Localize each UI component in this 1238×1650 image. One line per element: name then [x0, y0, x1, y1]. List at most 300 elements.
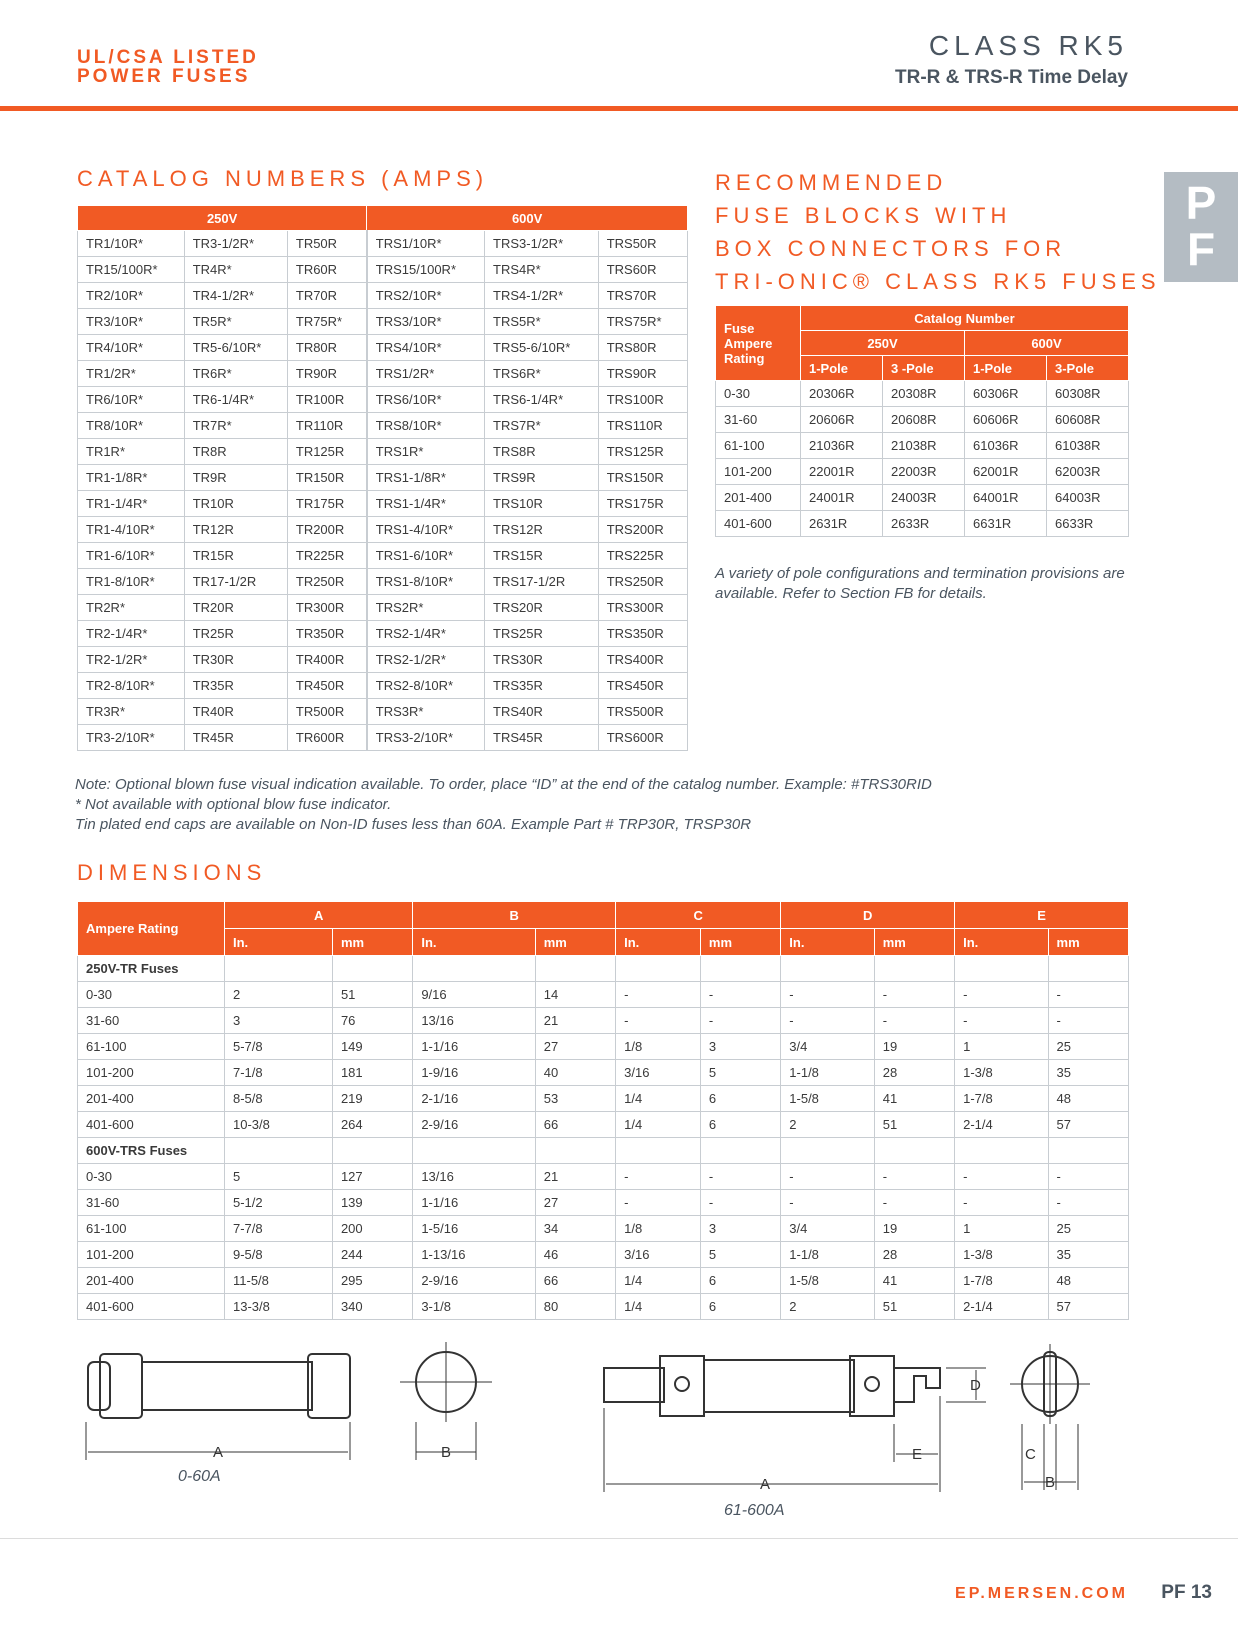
dim-group-empty-cell [535, 1138, 615, 1164]
dim-cell: 1-3/8 [955, 1060, 1048, 1086]
catalog-cell: TR4R* [184, 257, 287, 283]
dim-cell: 3/16 [616, 1242, 701, 1268]
note-line-2: * Not available with optional blow fuse indicator. [75, 796, 392, 813]
dim-cell: 2 [225, 982, 333, 1008]
dimensions-table [77, 901, 1129, 1320]
catalog-cell: TRS8R [485, 439, 599, 465]
catalog-row [78, 725, 688, 751]
blocks-title-line3: BOX CONNECTORS FOR [715, 236, 1067, 261]
dim-group-empty-cell [700, 956, 780, 982]
dim-cell: 21 [535, 1008, 615, 1034]
dim-cell: 6 [700, 1086, 780, 1112]
catalog-cell: TR1-1/8R* [78, 465, 185, 491]
dim-cell: 35 [1048, 1060, 1128, 1086]
dim-cell: - [616, 982, 701, 1008]
catalog-cell: TRS3-1/2R* [485, 231, 599, 257]
dim-cell: 1-1/8 [781, 1242, 874, 1268]
blocks-row [716, 511, 1129, 537]
catalog-cell: TRS3/10R* [367, 309, 485, 335]
catalog-cell: TRS3-2/10R* [367, 725, 485, 751]
dim-cell: 48 [1048, 1268, 1128, 1294]
catalog-cell: TR4-1/2R* [184, 283, 287, 309]
dim-cell: - [781, 1190, 874, 1216]
blocks-title-line2: FUSE BLOCKS WITH [715, 203, 1012, 228]
catalog-cell: TRS1/10R* [367, 231, 485, 257]
dim-label-a-small: A [213, 1444, 224, 1461]
catalog-cell: TRS60R [598, 257, 687, 283]
catalog-row [78, 231, 688, 257]
catalog-cell: TR5-6/10R* [184, 335, 287, 361]
catalog-cell: TR2R* [78, 595, 185, 621]
dim-header-e-mm: mm [1048, 929, 1128, 956]
dim-cell: - [1048, 1164, 1128, 1190]
dim-cell: 2-9/16 [413, 1112, 535, 1138]
dim-cell: - [781, 982, 874, 1008]
catalog-cell: TRS9R [485, 465, 599, 491]
catalog-cell: TR5R* [184, 309, 287, 335]
section-tab-line2: F [1186, 223, 1216, 275]
dim-cell: 244 [332, 1242, 412, 1268]
blocks-cell: 31-60 [716, 407, 801, 433]
dim-group-empty-cell [413, 1138, 535, 1164]
blocks-header-3pole-600: 3-Pole [1047, 356, 1129, 381]
section-tab [1164, 172, 1238, 282]
page-subtitle: TR-R & TRS-R Time Delay [895, 67, 1128, 88]
catalog-cell: TRS80R [598, 335, 687, 361]
dim-cell: 1-13/16 [413, 1242, 535, 1268]
catalog-cell: TRS70R [598, 283, 687, 309]
dim-cell: - [955, 1190, 1048, 1216]
dim-group-empty-cell [955, 956, 1048, 982]
catalog-cell: TRS17-1/2R [485, 569, 599, 595]
dim-cell: 61-100 [78, 1216, 225, 1242]
dim-cell: - [700, 982, 780, 1008]
page-number: PF 13 [1161, 1582, 1212, 1603]
dim-header-e: E [955, 902, 1129, 929]
blocks-cell: 24003R [883, 485, 965, 511]
blocks-row [716, 459, 1129, 485]
catalog-row [78, 465, 688, 491]
dim-group-empty-cell [781, 956, 874, 982]
catalog-cell: TR6/10R* [78, 387, 185, 413]
dim-cell: 3 [700, 1034, 780, 1060]
catalog-cell: TR15R [184, 543, 287, 569]
catalog-header-600v: 600V [367, 206, 688, 231]
blocks-header-1pole-600: 1-Pole [965, 356, 1047, 381]
dim-cell: 46 [535, 1242, 615, 1268]
dim-cell: 61-100 [78, 1034, 225, 1060]
dim-header-d-mm: mm [874, 929, 954, 956]
dim-label-d: D [970, 1377, 981, 1394]
dim-cell: 19 [874, 1034, 954, 1060]
catalog-cell: TR1-4/10R* [78, 517, 185, 543]
dim-group-empty-cell [1048, 956, 1128, 982]
catalog-notes [75, 775, 932, 835]
dim-cell: 1-1/16 [413, 1190, 535, 1216]
catalog-cell: TRS75R* [598, 309, 687, 335]
catalog-cell: TR2/10R* [78, 283, 185, 309]
catalog-cell: TRS225R [598, 543, 687, 569]
catalog-cell: TR9R [184, 465, 287, 491]
catalog-row [78, 413, 688, 439]
catalog-cell: TR110R [287, 413, 366, 439]
dim-header-d-in: In. [781, 929, 874, 956]
catalog-cell: TRS20R [485, 595, 599, 621]
catalog-row [78, 361, 688, 387]
blocks-cell: 60608R [1047, 407, 1129, 433]
catalog-cell: TR1/10R* [78, 231, 185, 257]
dim-cell: 3 [700, 1216, 780, 1242]
dim-cell: 28 [874, 1242, 954, 1268]
dim-group-empty-cell [225, 956, 333, 982]
dim-header-rating: Ampere Rating [78, 902, 225, 956]
dim-cell: 27 [535, 1190, 615, 1216]
dim-cell: 6 [700, 1268, 780, 1294]
dim-cell: 2-1/16 [413, 1086, 535, 1112]
blocks-cell: 22001R [801, 459, 883, 485]
catalog-cell: TR25R [184, 621, 287, 647]
dim-cell: 2 [781, 1112, 874, 1138]
dim-cell: 3-1/8 [413, 1294, 535, 1320]
catalog-cell: TR8R [184, 439, 287, 465]
dim-cell: 35 [1048, 1242, 1128, 1268]
dim-cell: 201-400 [78, 1086, 225, 1112]
dim-cell: - [1048, 982, 1128, 1008]
catalog-cell: TRS350R [598, 621, 687, 647]
catalog-cell: TRS110R [598, 413, 687, 439]
dim-cell: - [700, 1008, 780, 1034]
catalog-cell: TRS2-1/4R* [367, 621, 485, 647]
catalog-title: CATALOG NUMBERS (AMPS) [77, 166, 489, 191]
blocks-cell: 21036R [801, 433, 883, 459]
catalog-cell: TRS400R [598, 647, 687, 673]
dim-cell: 139 [332, 1190, 412, 1216]
catalog-cell: TRS1/2R* [367, 361, 485, 387]
blocks-cell: 401-600 [716, 511, 801, 537]
catalog-cell: TR12R [184, 517, 287, 543]
catalog-cell: TRS2-8/10R* [367, 673, 485, 699]
catalog-row [78, 569, 688, 595]
dim-cell: 1/4 [616, 1112, 701, 1138]
blocks-cell: 64003R [1047, 485, 1129, 511]
dim-cell: 13/16 [413, 1164, 535, 1190]
blocks-cell: 201-400 [716, 485, 801, 511]
dim-row [78, 1060, 1129, 1086]
dim-cell: - [874, 982, 954, 1008]
fuse-diagrams [70, 1340, 1170, 1520]
catalog-cell: TRS1-1/4R* [367, 491, 485, 517]
dim-group-empty-cell [781, 1138, 874, 1164]
blocks-cell: 101-200 [716, 459, 801, 485]
dim-header-a-in: In. [225, 929, 333, 956]
dim-group-empty-cell [535, 956, 615, 982]
catalog-cell: TRS125R [598, 439, 687, 465]
dim-cell: 5 [700, 1060, 780, 1086]
dim-cell: 10-3/8 [225, 1112, 333, 1138]
catalog-cell: TRS450R [598, 673, 687, 699]
catalog-cell: TRS2-1/2R* [367, 647, 485, 673]
catalog-row [78, 621, 688, 647]
dim-cell: 1 [955, 1216, 1048, 1242]
catalog-cell: TR150R [287, 465, 366, 491]
dim-cell: 41 [874, 1268, 954, 1294]
dim-row [78, 1164, 1129, 1190]
dim-cell: 1-5/8 [781, 1086, 874, 1112]
catalog-cell: TRS90R [598, 361, 687, 387]
dim-cell: 1-7/8 [955, 1268, 1048, 1294]
dim-cell: 1-5/16 [413, 1216, 535, 1242]
catalog-table-body [78, 231, 688, 751]
catalog-cell: TR30R [184, 647, 287, 673]
dim-cell: 1/4 [616, 1086, 701, 1112]
catalog-cell: TR3-2/10R* [78, 725, 185, 751]
dim-row [78, 1190, 1129, 1216]
dim-row [78, 1294, 1129, 1320]
dim-cell: 149 [332, 1034, 412, 1060]
blocks-title-line1: RECOMMENDED [715, 170, 948, 195]
dim-header-c-in: In. [616, 929, 701, 956]
catalog-cell: TR600R [287, 725, 366, 751]
dim-group-label: 600V-TRS Fuses [78, 1138, 225, 1164]
caption-0-60a: 0-60A [178, 1468, 221, 1485]
dim-cell: 6 [700, 1294, 780, 1320]
dim-group-empty-cell [700, 1138, 780, 1164]
catalog-cell: TRS15/100R* [367, 257, 485, 283]
catalog-cell: TR1-6/10R* [78, 543, 185, 569]
catalog-cell: TRS2R* [367, 595, 485, 621]
catalog-cell: TR70R [287, 283, 366, 309]
blocks-cell: 60306R [965, 381, 1047, 407]
dimensions-title: DIMENSIONS [77, 860, 267, 885]
dim-cell: 401-600 [78, 1294, 225, 1320]
catalog-cell: TRS15R [485, 543, 599, 569]
blocks-cell: 0-30 [716, 381, 801, 407]
catalog-cell: TRS5-6/10R* [485, 335, 599, 361]
catalog-cell: TR225R [287, 543, 366, 569]
dim-cell: 3/4 [781, 1034, 874, 1060]
catalog-cell: TR17-1/2R [184, 569, 287, 595]
dim-cell: 51 [332, 982, 412, 1008]
dim-group-empty-cell [616, 956, 701, 982]
blocks-cell: 6633R [1047, 511, 1129, 537]
dim-header-b-in: In. [413, 929, 535, 956]
catalog-cell: TRS200R [598, 517, 687, 543]
catalog-cell: TRS150R [598, 465, 687, 491]
catalog-cell: TR20R [184, 595, 287, 621]
blocks-header-600v: 600V [965, 331, 1129, 356]
dim-cell: 2-1/4 [955, 1294, 1048, 1320]
diagram-labels [213, 1377, 1055, 1493]
blocks-cell: 6631R [965, 511, 1047, 537]
catalog-cell: TR350R [287, 621, 366, 647]
catalog-cell: TR8/10R* [78, 413, 185, 439]
catalog-cell: TRS5R* [485, 309, 599, 335]
header-category-line2: POWER FUSES [77, 66, 251, 87]
dim-row [78, 1112, 1129, 1138]
dim-label-b-small: B [441, 1444, 452, 1461]
catalog-cell: TRS1-1/8R* [367, 465, 485, 491]
dim-row [78, 1268, 1129, 1294]
dim-cell: 51 [874, 1112, 954, 1138]
blocks-cell: 61036R [965, 433, 1047, 459]
fuse-large-drawing [604, 1356, 986, 1492]
catalog-cell: TR80R [287, 335, 366, 361]
dim-cell: - [616, 1008, 701, 1034]
catalog-cell: TR75R* [287, 309, 366, 335]
dim-cell: 5 [700, 1242, 780, 1268]
catalog-cell: TRS300R [598, 595, 687, 621]
blocks-cell: 20306R [801, 381, 883, 407]
dim-cell: 9-5/8 [225, 1242, 333, 1268]
catalog-header-250v: 250V [78, 206, 367, 231]
catalog-cell: TR90R [287, 361, 366, 387]
catalog-cell: TRS250R [598, 569, 687, 595]
blocks-row [716, 433, 1129, 459]
catalog-cell: TRS1-8/10R* [367, 569, 485, 595]
dim-cell: 19 [874, 1216, 954, 1242]
catalog-cell: TRS6/10R* [367, 387, 485, 413]
dim-cell: 53 [535, 1086, 615, 1112]
catalog-cell: TR40R [184, 699, 287, 725]
fuse-blocks-table-body [716, 381, 1129, 537]
dim-cell: 1/8 [616, 1216, 701, 1242]
dim-cell: 5-7/8 [225, 1034, 333, 1060]
dim-cell: 41 [874, 1086, 954, 1112]
catalog-row [78, 491, 688, 517]
dim-cell: 34 [535, 1216, 615, 1242]
dim-header-a: A [225, 902, 413, 929]
blocks-cell: 2633R [883, 511, 965, 537]
blocks-cell: 24001R [801, 485, 883, 511]
blocks-title [715, 166, 1161, 298]
dim-cell: 219 [332, 1086, 412, 1112]
blocks-cell: 64001R [965, 485, 1047, 511]
blocks-cell: 20608R [883, 407, 965, 433]
dim-cell: 1-3/8 [955, 1242, 1048, 1268]
dim-group-empty-cell [616, 1138, 701, 1164]
catalog-row [78, 543, 688, 569]
dim-header-a-mm: mm [332, 929, 412, 956]
catalog-cell: TR3/10R* [78, 309, 185, 335]
blocks-header-250v: 250V [801, 331, 965, 356]
footer-url[interactable]: EP.MERSEN.COM [955, 1585, 1128, 1602]
blocks-row [716, 381, 1129, 407]
catalog-cell: TR1-8/10R* [78, 569, 185, 595]
catalog-cell: TR175R [287, 491, 366, 517]
dim-header-b-mm: mm [535, 929, 615, 956]
blocks-title-line4: TRI-ONIC® CLASS RK5 FUSES [715, 269, 1161, 294]
catalog-cell: TRS6R* [485, 361, 599, 387]
catalog-table [77, 205, 688, 751]
dim-cell: 40 [535, 1060, 615, 1086]
dim-cell: 1-5/8 [781, 1268, 874, 1294]
dim-cell: 295 [332, 1268, 412, 1294]
catalog-cell: TR45R [184, 725, 287, 751]
catalog-cell: TR7R* [184, 413, 287, 439]
catalog-cell: TR250R [287, 569, 366, 595]
dim-cell: - [955, 982, 1048, 1008]
dim-group-row [78, 1138, 1129, 1164]
catalog-row [78, 673, 688, 699]
dim-label-a-large: A [760, 1476, 771, 1493]
dim-cell: 0-30 [78, 1164, 225, 1190]
catalog-cell: TRS3R* [367, 699, 485, 725]
dim-cell: 13/16 [413, 1008, 535, 1034]
dim-cell: 1/8 [616, 1034, 701, 1060]
blocks-cell: 62001R [965, 459, 1047, 485]
dim-cell: 340 [332, 1294, 412, 1320]
dim-cell: 3/4 [781, 1216, 874, 1242]
catalog-cell: TRS4/10R* [367, 335, 485, 361]
catalog-cell: TRS35R [485, 673, 599, 699]
blocks-header-catalog: Catalog Number [801, 306, 1129, 331]
dim-cell: - [616, 1190, 701, 1216]
catalog-cell: TRS500R [598, 699, 687, 725]
dim-cell: 5-1/2 [225, 1190, 333, 1216]
blocks-cell: 21038R [883, 433, 965, 459]
dim-cell: 2-1/4 [955, 1112, 1048, 1138]
dim-cell: - [1048, 1008, 1128, 1034]
dim-group-empty-cell [332, 1138, 412, 1164]
catalog-cell: TR200R [287, 517, 366, 543]
header-divider [0, 106, 1238, 111]
dim-row [78, 1086, 1129, 1112]
dim-group-empty-cell [874, 956, 954, 982]
blocks-cell: 2631R [801, 511, 883, 537]
catalog-cell: TRS1R* [367, 439, 485, 465]
dimensions-table-body [78, 956, 1129, 1320]
dim-cell: 48 [1048, 1086, 1128, 1112]
catalog-cell: TRS7R* [485, 413, 599, 439]
blocks-row [716, 407, 1129, 433]
dim-cell: 14 [535, 982, 615, 1008]
dim-cell: 7-7/8 [225, 1216, 333, 1242]
dim-cell: - [781, 1164, 874, 1190]
catalog-cell: TRS600R [598, 725, 687, 751]
catalog-cell: TRS30R [485, 647, 599, 673]
dim-header-e-in: In. [955, 929, 1048, 956]
end-view-large [1010, 1344, 1090, 1490]
dim-cell: 264 [332, 1112, 412, 1138]
blocks-header-rating: Fuse Ampere Rating [716, 306, 801, 381]
catalog-cell: TR6R* [184, 361, 287, 387]
catalog-cell: TR1R* [78, 439, 185, 465]
catalog-cell: TR2-1/2R* [78, 647, 185, 673]
page-title: CLASS RK5 [928, 30, 1128, 61]
section-tab-line1: P [1185, 177, 1217, 229]
dim-cell: 1-7/8 [955, 1086, 1048, 1112]
dim-cell: 3/16 [616, 1060, 701, 1086]
dim-row [78, 982, 1129, 1008]
header-category-line1: UL/CSA LISTED [77, 47, 259, 68]
catalog-cell: TR6-1/4R* [184, 387, 287, 413]
header-category [77, 48, 259, 86]
dim-label-e: E [912, 1446, 923, 1463]
catalog-cell: TR450R [287, 673, 366, 699]
dim-group-label: 250V-TR Fuses [78, 956, 225, 982]
dim-label-b-large: B [1045, 1474, 1056, 1491]
catalog-cell: TRS10R [485, 491, 599, 517]
catalog-row [78, 387, 688, 413]
catalog-row [78, 283, 688, 309]
footer-divider [0, 1538, 1238, 1539]
catalog-cell: TRS4R* [485, 257, 599, 283]
catalog-cell: TR125R [287, 439, 366, 465]
catalog-cell: TRS40R [485, 699, 599, 725]
dim-cell: 401-600 [78, 1112, 225, 1138]
catalog-cell: TRS175R [598, 491, 687, 517]
catalog-cell: TR60R [287, 257, 366, 283]
